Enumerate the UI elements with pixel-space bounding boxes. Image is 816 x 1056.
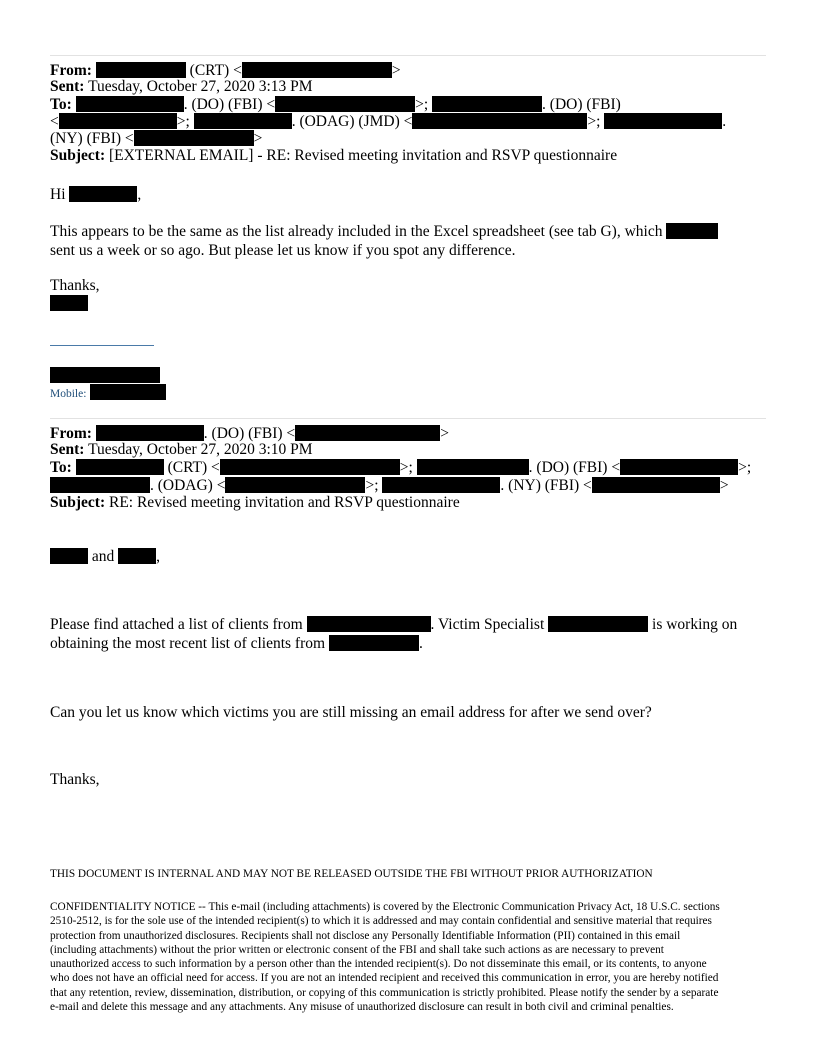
email1-subject-line: Subject: [EXTERNAL EMAIL] - RE: Revised meeting invitation and RSVP questionnaire	[50, 147, 618, 164]
redaction-sender-email	[242, 62, 392, 78]
redaction-name	[548, 616, 648, 632]
header-divider-second	[50, 418, 766, 419]
redaction-recipient-email	[592, 477, 720, 493]
redaction-sender-name	[96, 62, 186, 78]
email1-from-line: From: (CRT) < >	[50, 62, 401, 79]
signature-divider	[50, 345, 154, 346]
email1-sent-line: Sent: Tuesday, October 27, 2020 3:13 PM	[50, 78, 313, 95]
header-divider-top	[50, 55, 766, 56]
redaction-sender-email	[295, 425, 440, 441]
redaction-recipient-email	[134, 130, 254, 146]
email1-signature-name	[50, 294, 766, 313]
subject-text: [EXTERNAL EMAIL] - RE: Revised meeting invitation and RSVP questionnaire	[108, 147, 618, 164]
email1-mobile-line	[50, 383, 766, 404]
email2-subject-line: Subject: RE: Revised meeting invitation and RSVP questionnaire	[50, 494, 460, 511]
redaction-organization	[329, 635, 419, 651]
email1-to-line-1: To: . (DO) (FBI) < >; . (DO) (FBI)	[50, 96, 621, 113]
email1-greeting: Hi ,	[50, 186, 142, 203]
email2-greeting: and ,	[50, 547, 766, 566]
redaction-recipient-email	[225, 477, 365, 493]
redaction-recipient	[382, 477, 500, 493]
redaction-signature	[50, 295, 88, 311]
redaction-name	[69, 186, 137, 202]
redaction-recipient	[417, 459, 529, 475]
redaction-name	[118, 548, 156, 564]
email1-closing: Thanks,	[50, 277, 100, 294]
redaction-recipient	[194, 113, 292, 129]
email2-from-line: From: . (DO) (FBI) < >	[50, 425, 449, 442]
redaction-recipient	[50, 477, 150, 493]
redaction-phone	[90, 384, 166, 400]
redaction-recipient-email	[412, 113, 587, 129]
email2-sent-line: Sent: Tuesday, October 27, 2020 3:10 PM	[50, 441, 313, 458]
redaction-recipient	[432, 96, 542, 112]
email1-to-line-3: (NY) (FBI) < >	[50, 130, 263, 147]
redaction-name	[50, 548, 88, 564]
redaction-name	[666, 223, 718, 239]
redaction-recipient-email	[275, 96, 415, 112]
confidentiality-notice: CONFIDENTIALITY NOTICE -- This e-mail (including attachments) is covered by the Electronic Communication Privacy Act, 18 U.S.C. sections 2510-2512, is for the sole use of the intended recipient(s) to which it is addressed and may contain confidential and sensitive material that requires protection from unauthorized disclosures. Recipients shall not disclose any Personally Identifiable Information (PII) contained in this email (including attachments) without the prior written or electronic consent of the FBI and shall take such actions as are necessary to prevent unauthorized access to such information by a person other than the intended recipient(s). Do not disseminate this email, or its contents, to anyone who does not have an official need for access. If you are not an intended recipient and received this communication in error, you are hereby notified that any retention, review, dissemination, distribution, or copying of this communication is strictly prohibited. Please notify the sender by a separate e-mail and delete this message and any attachments. Any misuse of unauthorized disclosure can result in both civil and criminal penalties.	[50, 901, 720, 1014]
redaction-signature-title	[50, 367, 160, 383]
redaction-recipient	[604, 113, 722, 129]
sent-date: Tuesday, October 27, 2020 3:13 PM	[88, 78, 313, 95]
email2-to-line-1: To: (CRT) < >; . (DO) (FBI) < >;	[50, 459, 752, 476]
mobile-label: Mobile:	[50, 388, 87, 400]
email2-body-para-1-line-1: Please find attached a list of clients from . Victim Specialist is working on	[50, 616, 738, 633]
subject-text: RE: Revised meeting invitation and RSVP questionnaire	[108, 494, 460, 511]
redaction-sender-name	[96, 425, 204, 441]
redaction-recipient-email	[620, 459, 738, 475]
email1-to-line-2: < >; . (ODAG) (JMD) < >; .	[50, 113, 727, 130]
sent-date: Tuesday, October 27, 2020 3:10 PM	[88, 441, 313, 458]
redaction-recipient	[76, 96, 184, 112]
email2-to-line-2: . (ODAG) < >; . (NY) (FBI) < >	[50, 477, 766, 494]
internal-notice: THIS DOCUMENT IS INTERNAL AND MAY NOT BE RELEASED OUTSIDE THE FBI WITHOUT PRIOR AUTHORIZATION	[50, 868, 653, 880]
redaction-recipient-email	[220, 459, 400, 475]
email2-body-para-1-line-2: obtaining the most recent list of clients from .	[50, 635, 423, 652]
from-label: From:	[50, 62, 92, 79]
redaction-recipient	[76, 459, 164, 475]
redaction-organization	[307, 616, 431, 632]
email1-body-line-2: sent us a week or so ago. But please let us know if you spot any difference.	[50, 242, 516, 259]
email1-body-line-1: This appears to be the same as the list already included in the Excel spreadsheet (see tab G), which	[50, 222, 766, 241]
redaction-recipient-email	[59, 113, 177, 129]
email2-closing: Thanks,	[50, 771, 100, 788]
email2-body-para-2: Can you let us know which victims you are still missing an email address for after we send over?	[50, 704, 652, 721]
